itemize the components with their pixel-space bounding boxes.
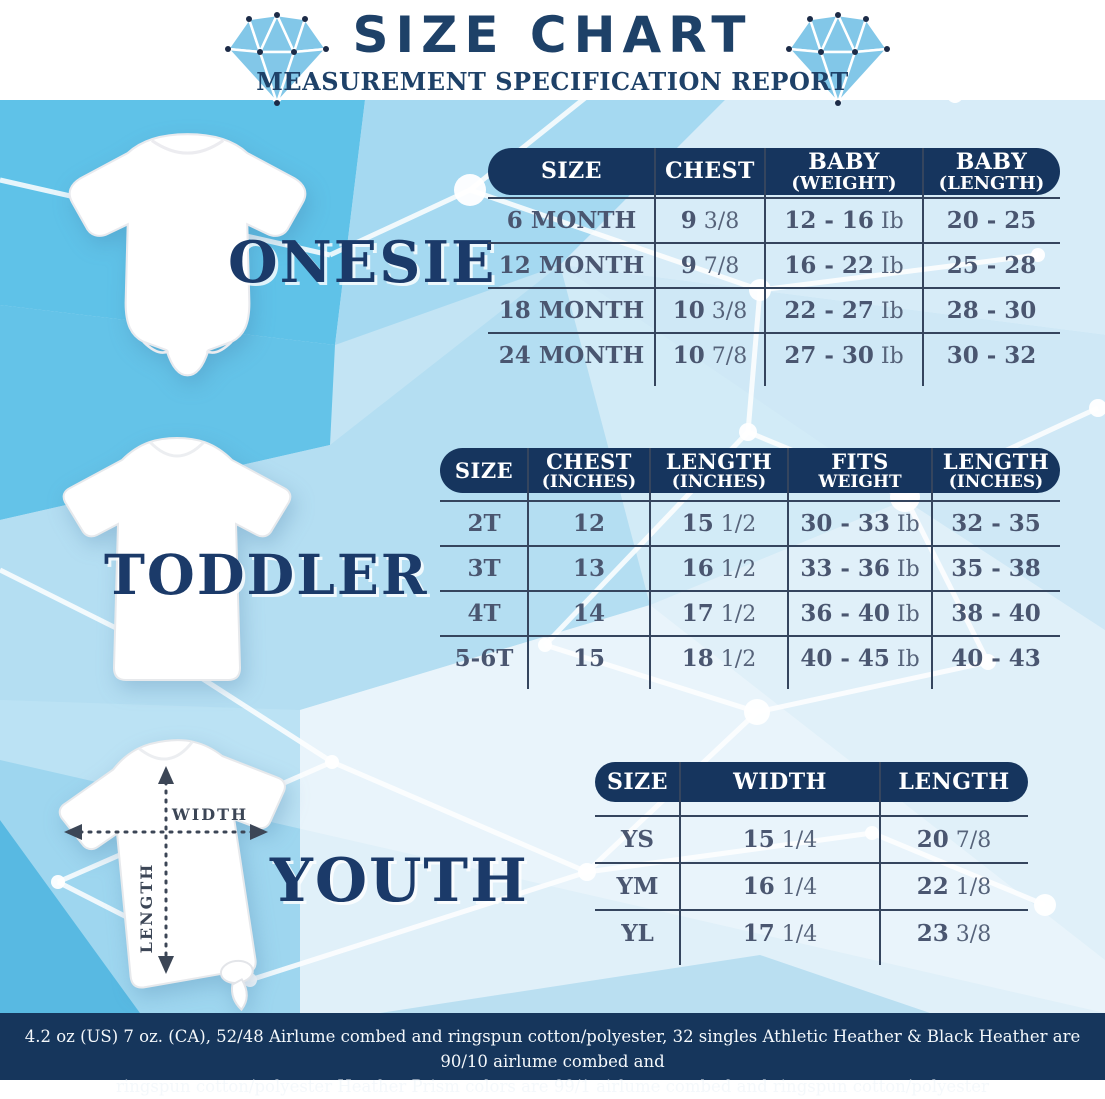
- table-row: [440, 637, 1060, 680]
- table-header: [488, 148, 1060, 195]
- column-divider: [931, 448, 933, 689]
- column-header: LENGTH: [880, 771, 1028, 794]
- column-divider: [679, 762, 681, 965]
- table-cell: 4T: [440, 600, 528, 627]
- table-cell: 40 - 43: [932, 645, 1060, 672]
- column-divider: [764, 148, 766, 386]
- table-row: [440, 592, 1060, 637]
- table-cell: 28 - 30: [923, 297, 1060, 324]
- column-divider: [922, 148, 924, 386]
- toddler-section-label: TODDLER: [104, 547, 429, 602]
- table-cell: 12: [528, 510, 650, 537]
- table-cell: 12 - 16 Ib: [765, 207, 923, 234]
- table-cell: 18 1/2: [650, 645, 788, 672]
- column-divider: [527, 448, 529, 689]
- table-cell: 17 1/2: [650, 600, 788, 627]
- table-cell: 12 MONTH: [488, 252, 655, 279]
- table-cell: 2T: [440, 510, 528, 537]
- table-cell: 16 - 22 Ib: [765, 252, 923, 279]
- table-cell: 16 1/4: [680, 873, 880, 900]
- table-row: [488, 199, 1060, 244]
- column-header: LENGTH (INCHES): [650, 451, 788, 491]
- table-row: [488, 244, 1060, 289]
- table-cell: 17 1/4: [680, 920, 880, 947]
- length-arrow-label: LENGTH: [137, 863, 156, 954]
- footer-text-line2: ringspun cotton/polyester Heather Prism colors are 99/1 airlume combed and ringspun cotton/polyester: [0, 1075, 1105, 1099]
- table-cell: 32 - 35: [932, 510, 1060, 537]
- table-cell: YM: [595, 873, 680, 900]
- footer-text-line1: 4.2 oz (US) 7 oz. (CA), 52/48 Airlume combed and ringspun cotton/polyester, 32 singles Athletic Heather & Black Heather are 90/10 airlume combed and: [0, 1013, 1105, 1075]
- column-header: SIZE: [488, 160, 655, 183]
- column-header: BABY (WEIGHT): [765, 151, 923, 193]
- table-cell: 20 - 25: [923, 207, 1060, 234]
- column-header: FITS WEIGHT: [788, 451, 932, 491]
- table-row: [595, 911, 1028, 956]
- table-cell: 38 - 40: [932, 600, 1060, 627]
- table-cell: 35 - 38: [932, 555, 1060, 582]
- onesie-size-table: [488, 148, 1060, 377]
- table-row: [440, 547, 1060, 592]
- table-cell: 15: [528, 645, 650, 672]
- column-header: CHEST (INCHES): [528, 451, 650, 491]
- table-row: [488, 334, 1060, 377]
- table-cell: 33 - 36 Ib: [788, 555, 932, 582]
- column-divider: [654, 148, 656, 386]
- table-header: [440, 448, 1060, 493]
- column-header: WIDTH: [680, 771, 880, 794]
- table-cell: 22 1/8: [880, 873, 1028, 900]
- youth-size-table: [595, 762, 1028, 956]
- table-cell: 36 - 40 Ib: [788, 600, 932, 627]
- table-cell: 40 - 45 Ib: [788, 645, 932, 672]
- table-cell: 16 1/2: [650, 555, 788, 582]
- table-cell: 24 MONTH: [488, 342, 655, 369]
- footer-bar: [0, 1013, 1105, 1080]
- table-body: [595, 815, 1028, 956]
- column-header: LENGTH (INCHES): [932, 451, 1060, 491]
- column-divider: [879, 762, 881, 965]
- table-cell: 9 7/8: [655, 252, 765, 279]
- table-cell: 5-6T: [440, 645, 528, 672]
- table-cell: 10 3/8: [655, 297, 765, 324]
- table-cell: 10 7/8: [655, 342, 765, 369]
- onesie-section-label: ONESIE: [228, 234, 496, 291]
- column-header: SIZE: [440, 460, 528, 482]
- table-cell: 27 - 30 Ib: [765, 342, 923, 369]
- table-cell: YL: [595, 920, 680, 947]
- table-cell: 9 3/8: [655, 207, 765, 234]
- table-body: [440, 500, 1060, 680]
- toddler-size-table: [440, 448, 1060, 680]
- table-body: [488, 197, 1060, 377]
- table-cell: YS: [595, 826, 680, 853]
- column-header: CHEST: [655, 160, 765, 183]
- table-row: [595, 817, 1028, 864]
- column-divider: [649, 448, 651, 689]
- width-arrow-label: WIDTH: [171, 805, 248, 824]
- table-cell: 3T: [440, 555, 528, 582]
- table-cell: 30 - 32: [923, 342, 1060, 369]
- table-header: [595, 762, 1028, 802]
- table-row: [488, 289, 1060, 334]
- youth-section-label: YOUTH: [270, 851, 529, 911]
- table-row: [440, 502, 1060, 547]
- table-cell: 15 1/2: [650, 510, 788, 537]
- table-row: [595, 864, 1028, 911]
- table-cell: 30 - 33 Ib: [788, 510, 932, 537]
- page-title: SIZE CHART: [0, 6, 1105, 64]
- table-cell: 22 - 27 Ib: [765, 297, 923, 324]
- table-cell: 6 MONTH: [488, 207, 655, 234]
- table-cell: 25 - 28: [923, 252, 1060, 279]
- table-cell: 20 7/8: [880, 826, 1028, 853]
- column-divider: [787, 448, 789, 689]
- table-cell: 15 1/4: [680, 826, 880, 853]
- table-cell: 14: [528, 600, 650, 627]
- column-header: SIZE: [595, 771, 680, 794]
- table-cell: 23 3/8: [880, 920, 1028, 947]
- column-header: BABY (LENGTH): [923, 151, 1060, 193]
- page-subtitle: MEASUREMENT SPECIFICATION REPORT: [0, 67, 1105, 96]
- table-cell: 13: [528, 555, 650, 582]
- table-cell: 18 MONTH: [488, 297, 655, 324]
